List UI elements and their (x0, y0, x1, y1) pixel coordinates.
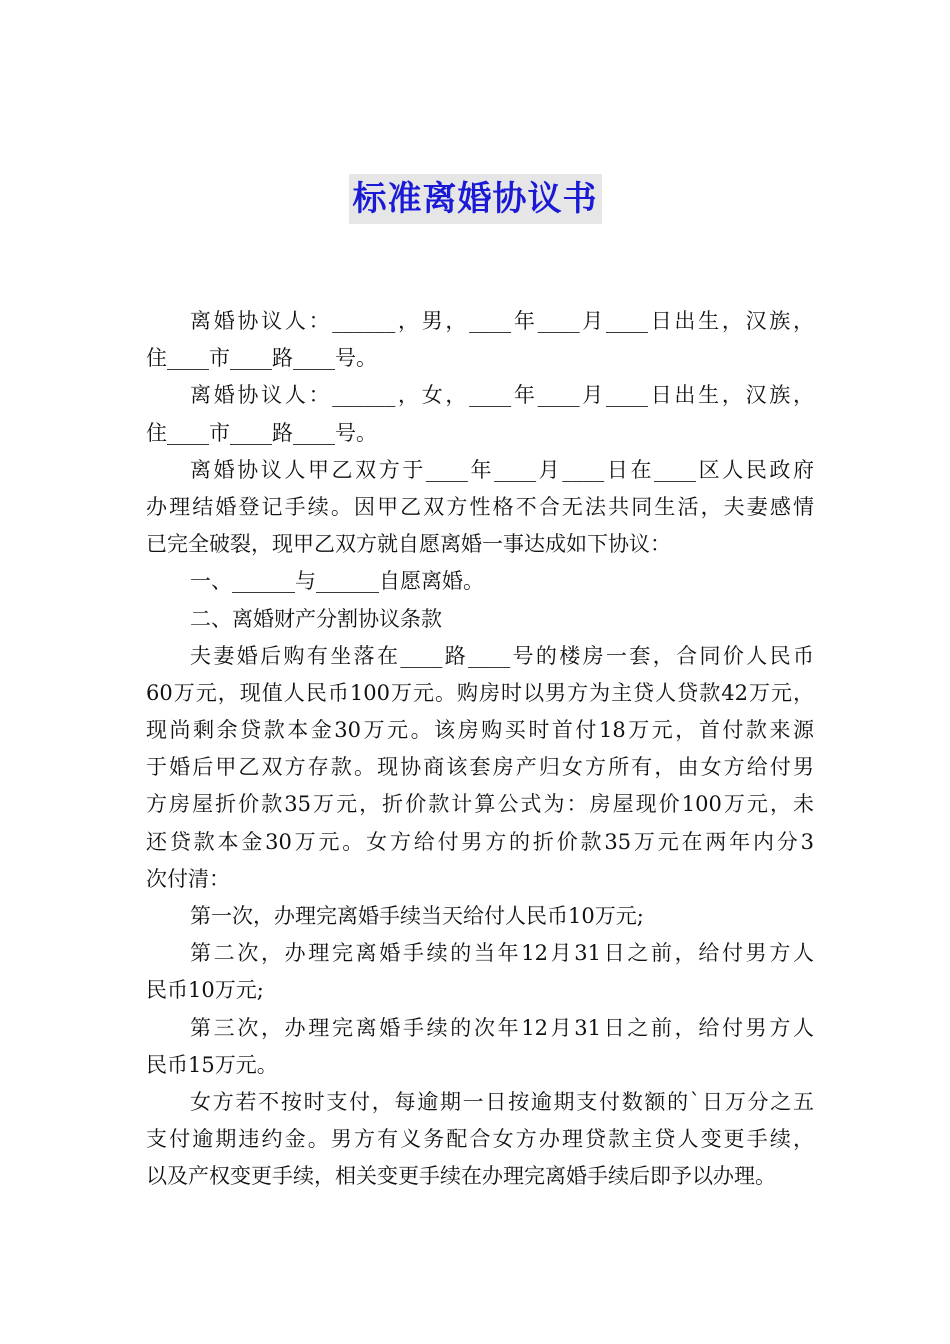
paragraph-line: 住____市____路____号。 (146, 346, 377, 371)
paragraph-line: 民币15万元。 (146, 1052, 278, 1077)
paragraph-line: 还贷款本金30万元。女方给付男方的折价款35万元在两年内分3 (146, 829, 814, 854)
document-title: 标准离婚协议书 (349, 174, 602, 224)
paragraph-line: 离婚协议人：______，女，____年____月____日出生，汉族， (190, 383, 814, 408)
paragraph-line: 一、______与______自愿离婚。 (190, 569, 484, 594)
paragraph-line: 已完全破裂，现甲乙双方就自愿离婚一事达成如下协议： (146, 532, 671, 557)
paragraph-line: 现尚剩余贷款本金30万元。该房购买时首付18万元，首付款来源 (146, 718, 814, 743)
document-body (146, 303, 814, 1196)
paragraph-line: 住____市____路____号。 (146, 420, 377, 445)
paragraph-line: 第三次，办理完离婚手续的次年12月31日之前，给付男方人 (190, 1015, 814, 1040)
paragraph-line: 支付逾期违约金。男方有义务配合女方办理贷款主贷人变更手续， (146, 1127, 814, 1152)
paragraph-line: 方房屋折价款35万元，折价款计算公式为：房屋现价100万元，未 (146, 792, 814, 817)
section-heading: 二、离婚财产分割协议条款 (190, 606, 442, 631)
paragraph-line: 于婚后甲乙双方存款。现协商该套房产归女方所有，由女方给付男 (146, 755, 814, 780)
paragraph-line: 次付清： (146, 866, 230, 891)
paragraph-line: 第二次，办理完离婚手续的当年12月31日之前，给付男方人 (190, 941, 814, 966)
paragraph-line: 离婚协议人甲乙双方于____年____月____日在____区人民政府 (190, 457, 814, 482)
paragraph-line: 民币10万元; (146, 978, 264, 1003)
paragraph-line: 办理结婚登记手续。因甲乙双方性格不合无法共同生活，夫妻感情 (146, 494, 814, 519)
paragraph-line: 以及产权变更手续，相关变更手续在办理完离婚手续后即予以办理。 (146, 1164, 776, 1189)
paragraph-line: 离婚协议人：______，男，____年____月____日出生，汉族， (190, 309, 814, 333)
paragraph-line: 女方若不按时支付，每逾期一日按逾期支付数额的`日万分之五 (190, 1089, 814, 1114)
paragraph-line: 第一次，办理完离婚手续当天给付人民币10万元; (190, 904, 644, 928)
paragraph-line: 60万元，现值人民币100万元。购房时以男方为主贷人贷款42万元， (146, 680, 814, 705)
paragraph-line: 夫妻婚后购有坐落在____路____号的楼房一套，合同价人民币 (190, 643, 814, 668)
title-block (0, 174, 950, 224)
